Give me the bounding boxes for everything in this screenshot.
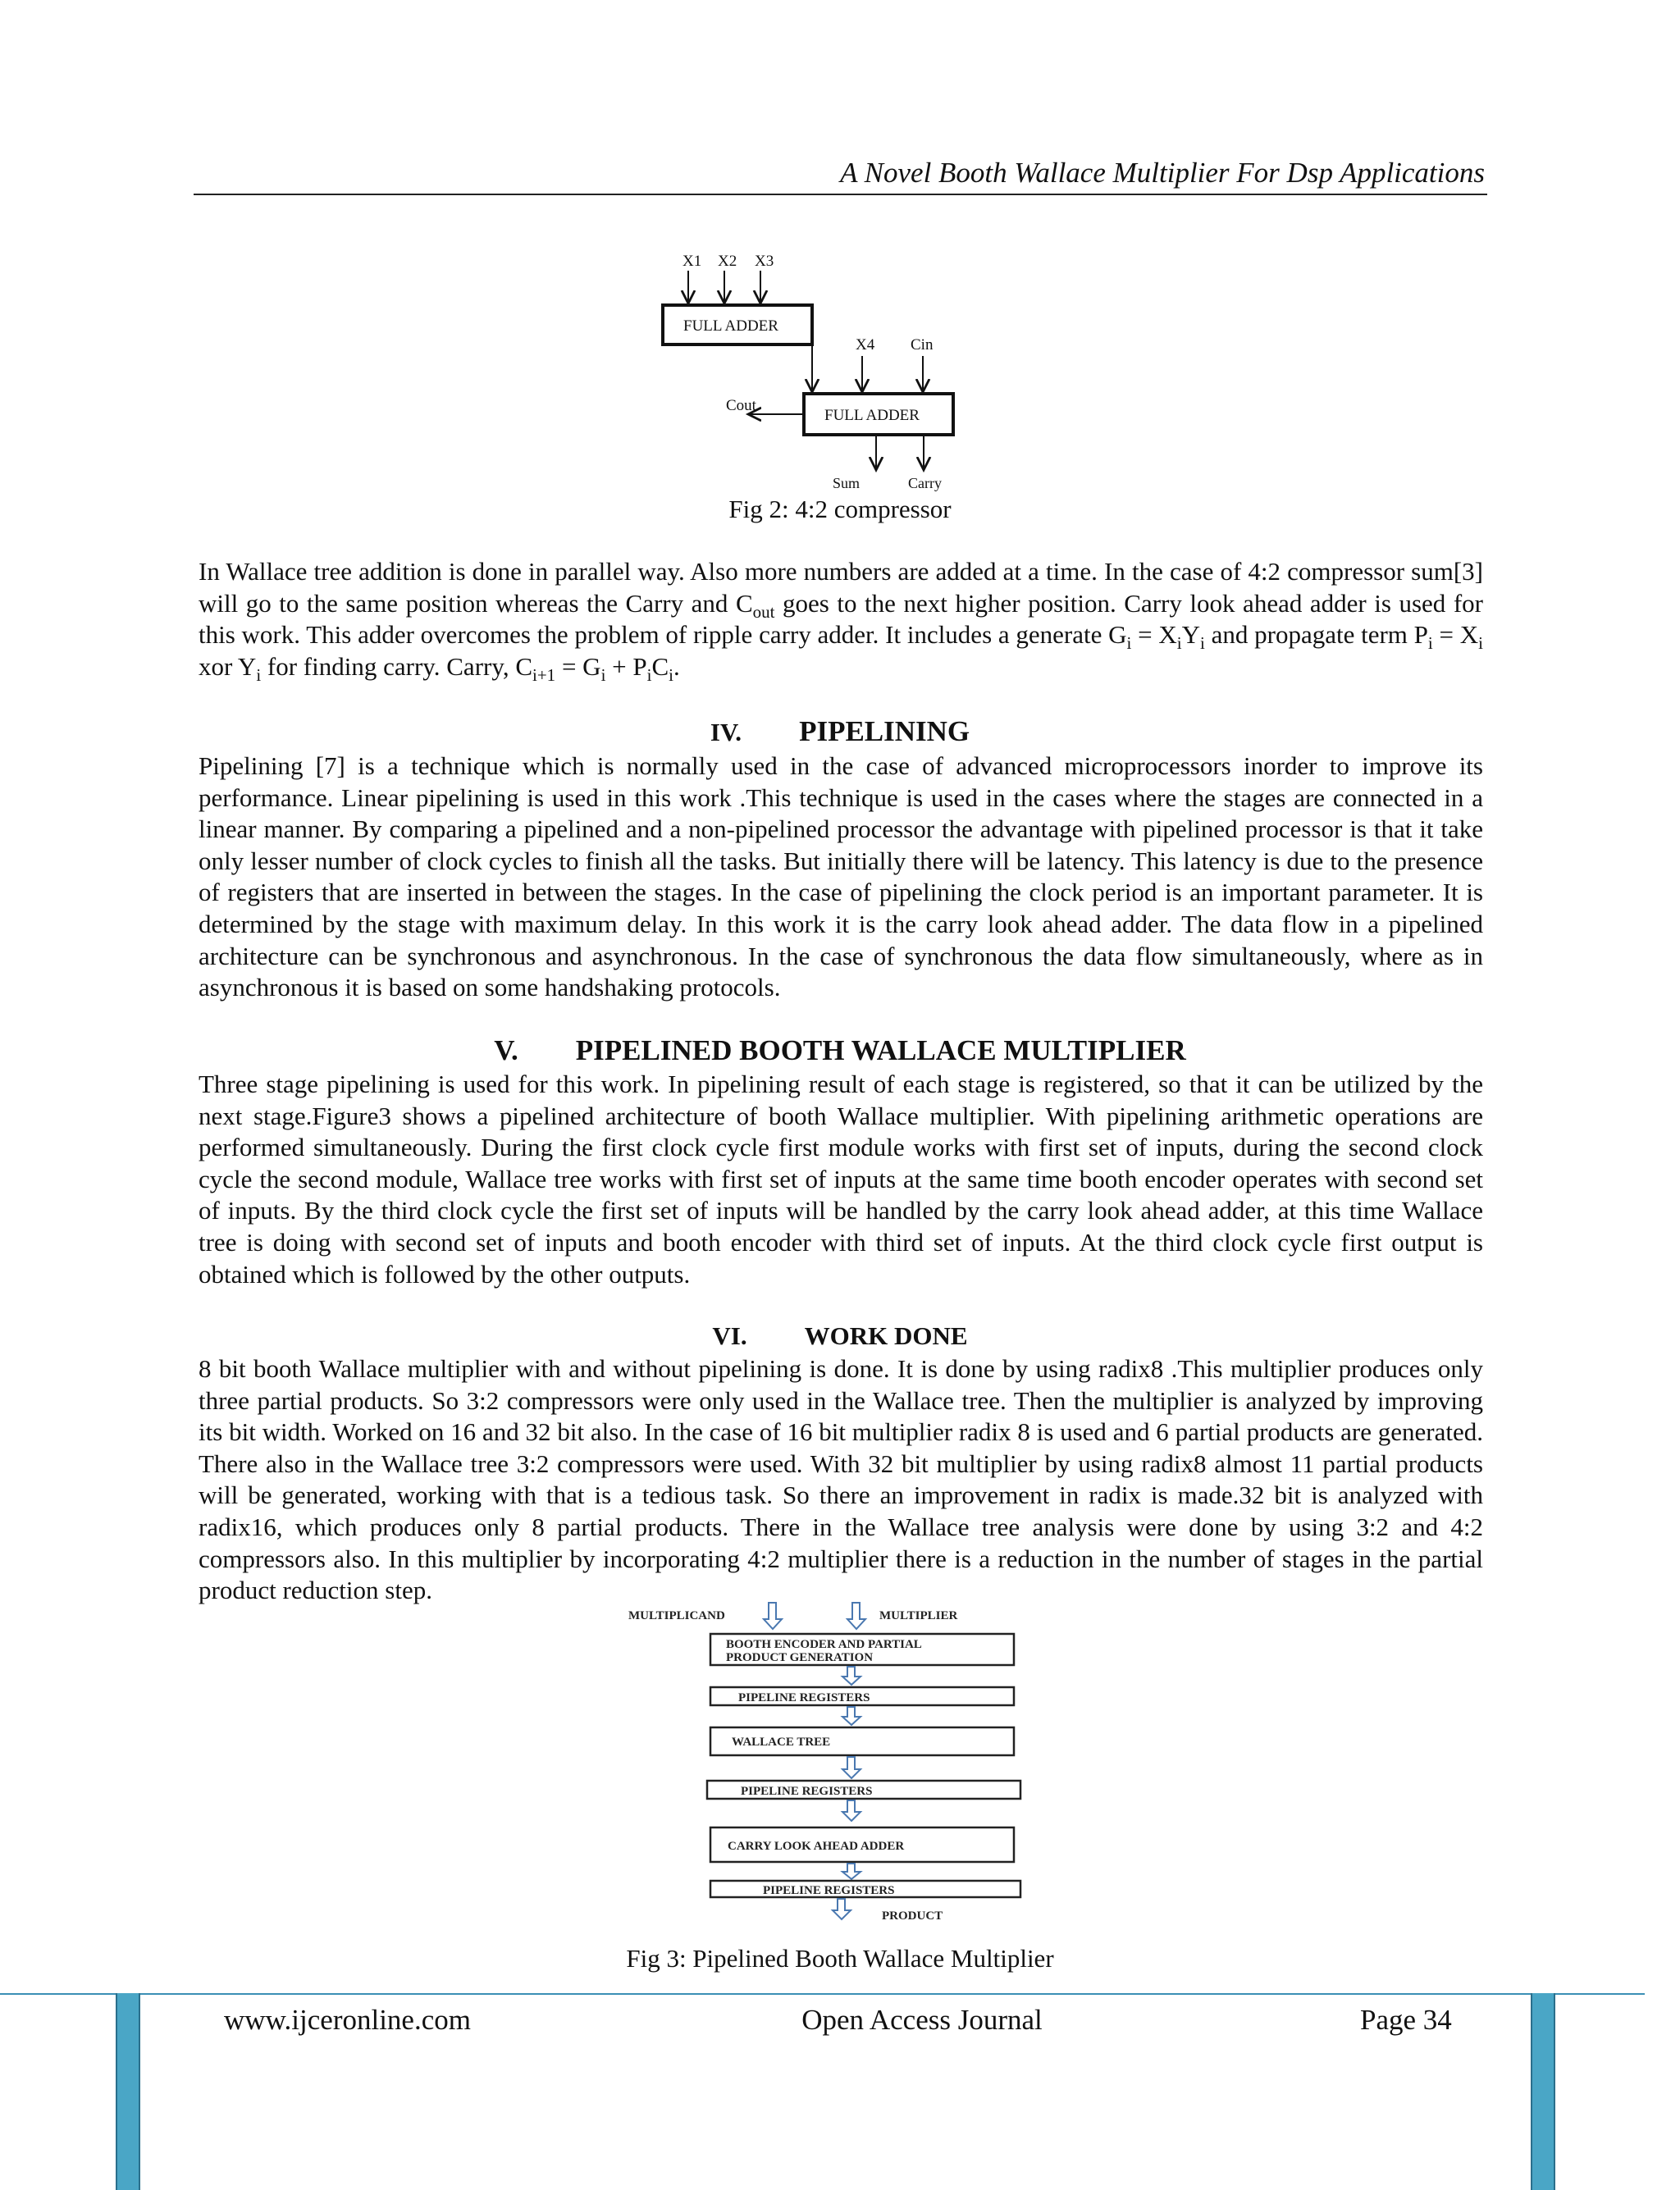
pipeline-registers-label-2: PIPELINE REGISTERS [741, 1785, 873, 1798]
flow-arrow-2 [842, 1707, 861, 1725]
booth-encoder-label-1: BOOTH ENCODER AND PARTIAL [726, 1638, 922, 1651]
section-4-heading [0, 714, 1680, 755]
footer-website: www.ijceronline.com [224, 2004, 471, 2036]
section-5-body: Three stage pipelining is used for this work. In pipelining result of each stage is registered, so that it can be utilized by the next stage.Figure3 shows a pipelined architecture of booth Wallace multiplier. With pipelining arithmetic operations are performed simultaneously. During the first clock cycle first module works with first set of inputs, during the second clock cycle the second module, Wallace tree works with first set of inputs at the same time booth encoder operates with second set of inputs. By the third clock cycle the first set of inputs will be handled by the carry look ahead adder, at this time Wallace tree is doing with second set of inputs and booth encoder with third set of inputs. At the third clock cycle first output is obtained which is followed by the other outputs. [199, 1070, 1483, 1289]
figure-pipelined-multiplier [615, 1599, 1042, 1936]
multiplicand-arrow [764, 1603, 782, 1629]
section-6-number: VI. [712, 1321, 747, 1350]
figure-4-2-compressor [640, 246, 984, 496]
pipeline-registers-label-1: PIPELINE REGISTERS [738, 1691, 870, 1704]
booth-encoder-label-2: PRODUCT GENERATION [726, 1651, 874, 1664]
full-adder-2-label: FULL ADDER [824, 407, 920, 424]
pipeline-registers-label-3: PIPELINE REGISTERS [763, 1884, 895, 1897]
x2-label: X2 [718, 253, 737, 270]
wallace-tree-label: WALLACE TREE [732, 1736, 831, 1749]
figure-2-caption: Fig 2: 4:2 compressor [728, 495, 952, 523]
section-5-title: PIPELINED BOOTH WALLACE MULTIPLIER [575, 1034, 1186, 1066]
flow-arrow-5 [842, 1864, 861, 1879]
multiplier-arrow [847, 1603, 865, 1629]
product-label: PRODUCT [882, 1909, 943, 1923]
product-arrow [833, 1899, 851, 1919]
x4-label: X4 [856, 336, 875, 354]
wallace-paragraph: In Wallace tree addition is done in parallel way. Also more numbers are added at a time. In the case of 4:2 compressor sum[3] will go to the same position whereas the Carry and $C_{out}$ goes to the next higher position. Carry look ahead adder is used for this work. This adder overcomes the problem of ripple carry adder. It includes a generate $G_i = X_iY_i$ and propagate term $P_i = X_i$ xor $Y_i$ for finding carry. Carry, $C_{i+1} = G_i + P_iC_i$. [199, 557, 1483, 685]
flow-arrow-4 [842, 1800, 861, 1821]
flow-arrow-1 [842, 1667, 861, 1685]
footer-rule [0, 1993, 1645, 1995]
section-4-title: PIPELINING [799, 715, 970, 747]
sum-label: Sum [833, 475, 861, 491]
multiplier-label: MULTIPLIER [879, 1609, 958, 1622]
section-5-number: V. [494, 1034, 518, 1066]
running-header: A Novel Booth Wallace Multiplier For Dsp Applications [840, 157, 1485, 189]
multiplicand-label: MULTIPLICAND [628, 1609, 725, 1622]
full-adder-1-label: FULL ADDER [683, 317, 778, 335]
section-6-title: WORK DONE [804, 1321, 968, 1350]
section-6-body: 8 bit booth Wallace multiplier with and without pipelining is done. It is done by using radix8 .This multiplier produces only three partial products. So 3:2 compressors were only used in the Wallace tree. Then the multiplier is analyzed by improving its bit width. Worked on 16 and 32 bit also. In the case of 16 bit multiplier radix 8 is used and 6 partial products are generated. There also in the Wallace tree 3:2 compressors were used. With 32 bit multiplier by using radix8 almost 11 partial products will be generated, working with that is a tedious task. So there an improvement in radix is made.32 bit is analyzed with radix16, which produces only 8 partial products. There in the Wallace tree analysis were done by using 3:2 and 4:2 compressors also. In this multiplier by incorporating 4:2 multiplier there is a reduction in the number of stages in the partial product reduction step. [199, 1354, 1483, 1605]
section-4-number: IV. [710, 718, 742, 746]
cin-label: Cin [911, 336, 934, 354]
x3-label: X3 [755, 253, 774, 270]
x1-label: X1 [682, 253, 702, 270]
footer-journal: Open Access Journal [801, 2004, 1043, 2036]
footer-page-number: Page 34 [1360, 2004, 1452, 2036]
carry-look-ahead-label: CARRY LOOK AHEAD ADDER [728, 1840, 905, 1853]
cout-label: Cout [726, 397, 756, 414]
figure-3-caption: Fig 3: Pipelined Booth Wallace Multiplier [626, 1944, 1054, 1973]
section-4-body: Pipelining [7] is a technique which is normally used in the case of advanced microprocessors inorder to improve its performance. Linear pipelining is used in this work .This technique is used in the cases where the stages are connected in a linear manner. By comparing a pipelined and a non-pipelined processor the advantage with pipelined processor is that it take only lesser number of clock cycles to finish all the tasks. But initially there will be latency. This latency is due to the presence of registers that are inserted in between the stages. In the case of pipelining the clock period is an important parameter. It is determined by the stage with maximum delay. In this work it is the carry look ahead adder. The data flow in a pipelined architecture can be synchronous and asynchronous. In the case of synchronous the data flow simultaneously, where as in asynchronous it is based on some handshaking protocols. [199, 751, 1483, 1002]
carry-label: Carry [908, 475, 942, 491]
header-rule [194, 194, 1487, 195]
flow-arrow-3 [842, 1757, 861, 1778]
